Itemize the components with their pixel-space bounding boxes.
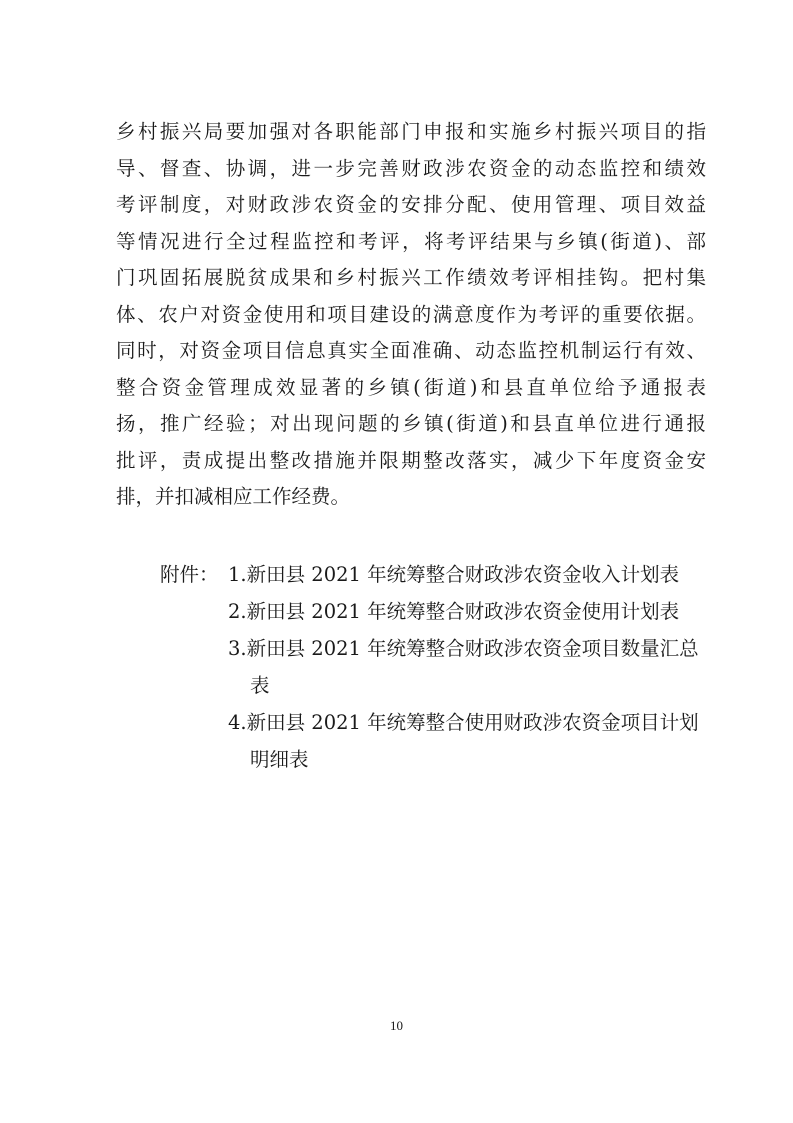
body-line: 体、农户对资金使用和项目建设的满意度作为考评的重要依据。 (116, 302, 706, 326)
body-line: 扬，推广经验；对出现问题的乡镇(街道)和县直单位进行通报 (116, 412, 706, 435)
body-line: 门巩固拓展脱贫成果和乡村振兴工作绩效考评相挂钩。把村集 (116, 266, 706, 289)
body-line: 考评制度，对财政涉农资金的安排分配、使用管理、项目效益 (116, 193, 706, 216)
attachments-label: 附件： (160, 563, 219, 586)
attachment-item (160, 630, 706, 667)
body-line: 导、督查、协调，进一步完善财政涉农资金的动态监控和绩效 (116, 156, 706, 180)
attachment-title: 4.新田县 2021 年统筹整合使用财政涉农资金项目计划 (228, 711, 699, 734)
attachment-item (160, 704, 706, 741)
attachment-item (160, 556, 706, 593)
body-line: 排，并扣减相应工作经费。 (116, 485, 351, 508)
body-paragraph (116, 114, 706, 516)
body-line: 同时，对资金项目信息真实全面准确、动态监控机制运行有效、 (116, 339, 706, 362)
attachment-item-continuation (160, 741, 706, 778)
body-line: 批评，责成提出整改措施并限期整改落实，减少下年度资金安 (116, 448, 706, 472)
attachment-item-continuation (160, 667, 706, 704)
attachments-list (160, 556, 706, 778)
body-line: 等情况进行全过程监控和考评，将考评结果与乡镇(街道)、部 (116, 229, 706, 253)
attachment-title: 3.新田县 2021 年统筹整合财政涉农资金项目数量汇总 (228, 637, 699, 660)
attachment-title: 2.新田县 2021 年统筹整合财政涉农资金使用计划表 (228, 600, 680, 623)
body-line: 乡村振兴局要加强对各职能部门申报和实施乡村振兴项目的指 (116, 120, 706, 143)
attachment-title-continuation: 明细表 (250, 748, 309, 771)
body-line: 整合资金管理成效显著的乡镇(街道)和县直单位给予通报表 (116, 375, 706, 399)
attachment-title: 1.新田县 2021 年统筹整合财政涉农资金收入计划表 (228, 563, 680, 586)
attachment-item (160, 593, 706, 630)
attachment-title-continuation: 表 (250, 674, 270, 697)
page-number: 10 (390, 1018, 403, 1033)
